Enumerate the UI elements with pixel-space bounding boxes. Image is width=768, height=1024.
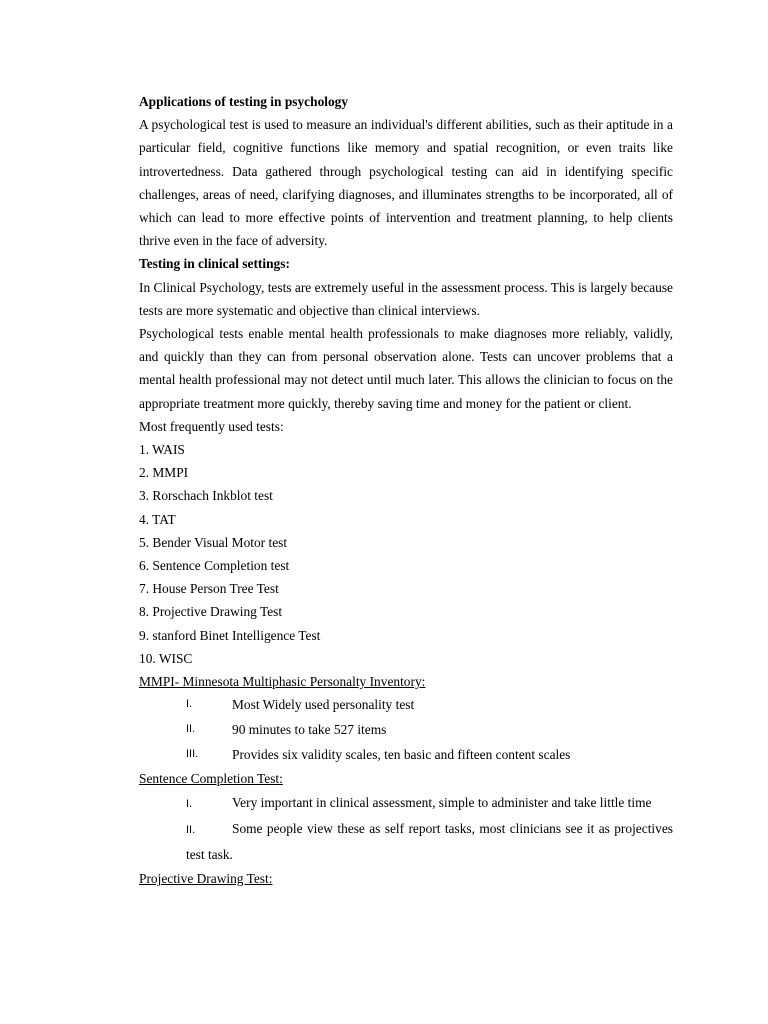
projective-drawing-heading: Projective Drawing Test: [139, 871, 273, 887]
list-number: I. [186, 797, 193, 810]
list-item: 10. WISC [139, 650, 193, 666]
list-item [139, 817, 673, 865]
document-page [139, 90, 673, 890]
list-item [139, 693, 673, 716]
mmpi-heading: MMPI- Minnesota Multiphasic Personalty Inventory: [139, 674, 426, 690]
paragraph-clinical-1: In Clinical Psychology, tests are extremely useful in the assessment process. This is largely because tests are more systematic and objective than clinical interviews. [139, 279, 673, 318]
list-number: III. [186, 747, 199, 760]
sentence-completion-heading: Sentence Completion Test: [139, 771, 283, 787]
list-item: 6. Sentence Completion test [139, 558, 290, 574]
list-number: II. [186, 824, 196, 837]
list-item: 8. Projective Drawing Test [139, 604, 283, 620]
list-text: Most Widely used personality test [232, 697, 415, 713]
list-text: Some people view these as self report tasks, most clinicians see it as projectives test task. [186, 821, 673, 862]
list-number: I. [186, 698, 193, 711]
list-item: 5. Bender Visual Motor test [139, 534, 288, 550]
section-heading-applications: Applications of testing in psychology [139, 94, 349, 109]
tests-list-intro: Most frequently used tests: [139, 418, 284, 434]
list-item [139, 743, 673, 766]
list-item: 1. WAIS [139, 442, 185, 458]
list-item: 9. stanford Binet Intelligence Test [139, 627, 321, 643]
list-text: Provides six validity scales, ten basic and fifteen content scales [232, 746, 571, 762]
list-text: 90 minutes to take 527 items [232, 721, 387, 737]
list-item: 4. TAT [139, 511, 176, 527]
mmpi-list [139, 693, 673, 766]
list-item: 2. MMPI [139, 465, 189, 481]
list-text: Very important in clinical assessment, simple to administer and take little time [232, 794, 652, 810]
list-item: 7. House Person Tree Test [139, 581, 279, 597]
paragraph-clinical-2: Psychological tests enable mental health professionals to make diagnoses more reliably, validly, and quickly than they can from personal observation alone. Tests can uncover problems that a mental health professional may not detect until much later. This allows the clinician to focus on the appropriate treatment more quickly, thereby saving time and money for the patient or client. [139, 326, 673, 411]
list-item [139, 791, 673, 816]
tests-list [139, 438, 673, 670]
list-item [139, 718, 673, 741]
list-item: 3. Rorschach Inkblot test [139, 488, 273, 504]
section-heading-clinical-settings: Testing in clinical settings: [139, 256, 290, 272]
list-number: II. [186, 722, 196, 735]
paragraph-applications: A psychological test is used to measure an individual's different abilities, such as their aptitude in a particular field, cognitive functions like memory and spatial recognition, or even traits like introvertedness. Data gathered through psychological testing can aid in identifying specific challenges, areas of need, clarifying diagnoses, and illuminates strengths to be incorporated, all of which can lead to more effective points of intervention and treatment planning, to help clients thrive even in the face of adversity. [139, 117, 673, 249]
sentence-completion-list [139, 791, 673, 866]
